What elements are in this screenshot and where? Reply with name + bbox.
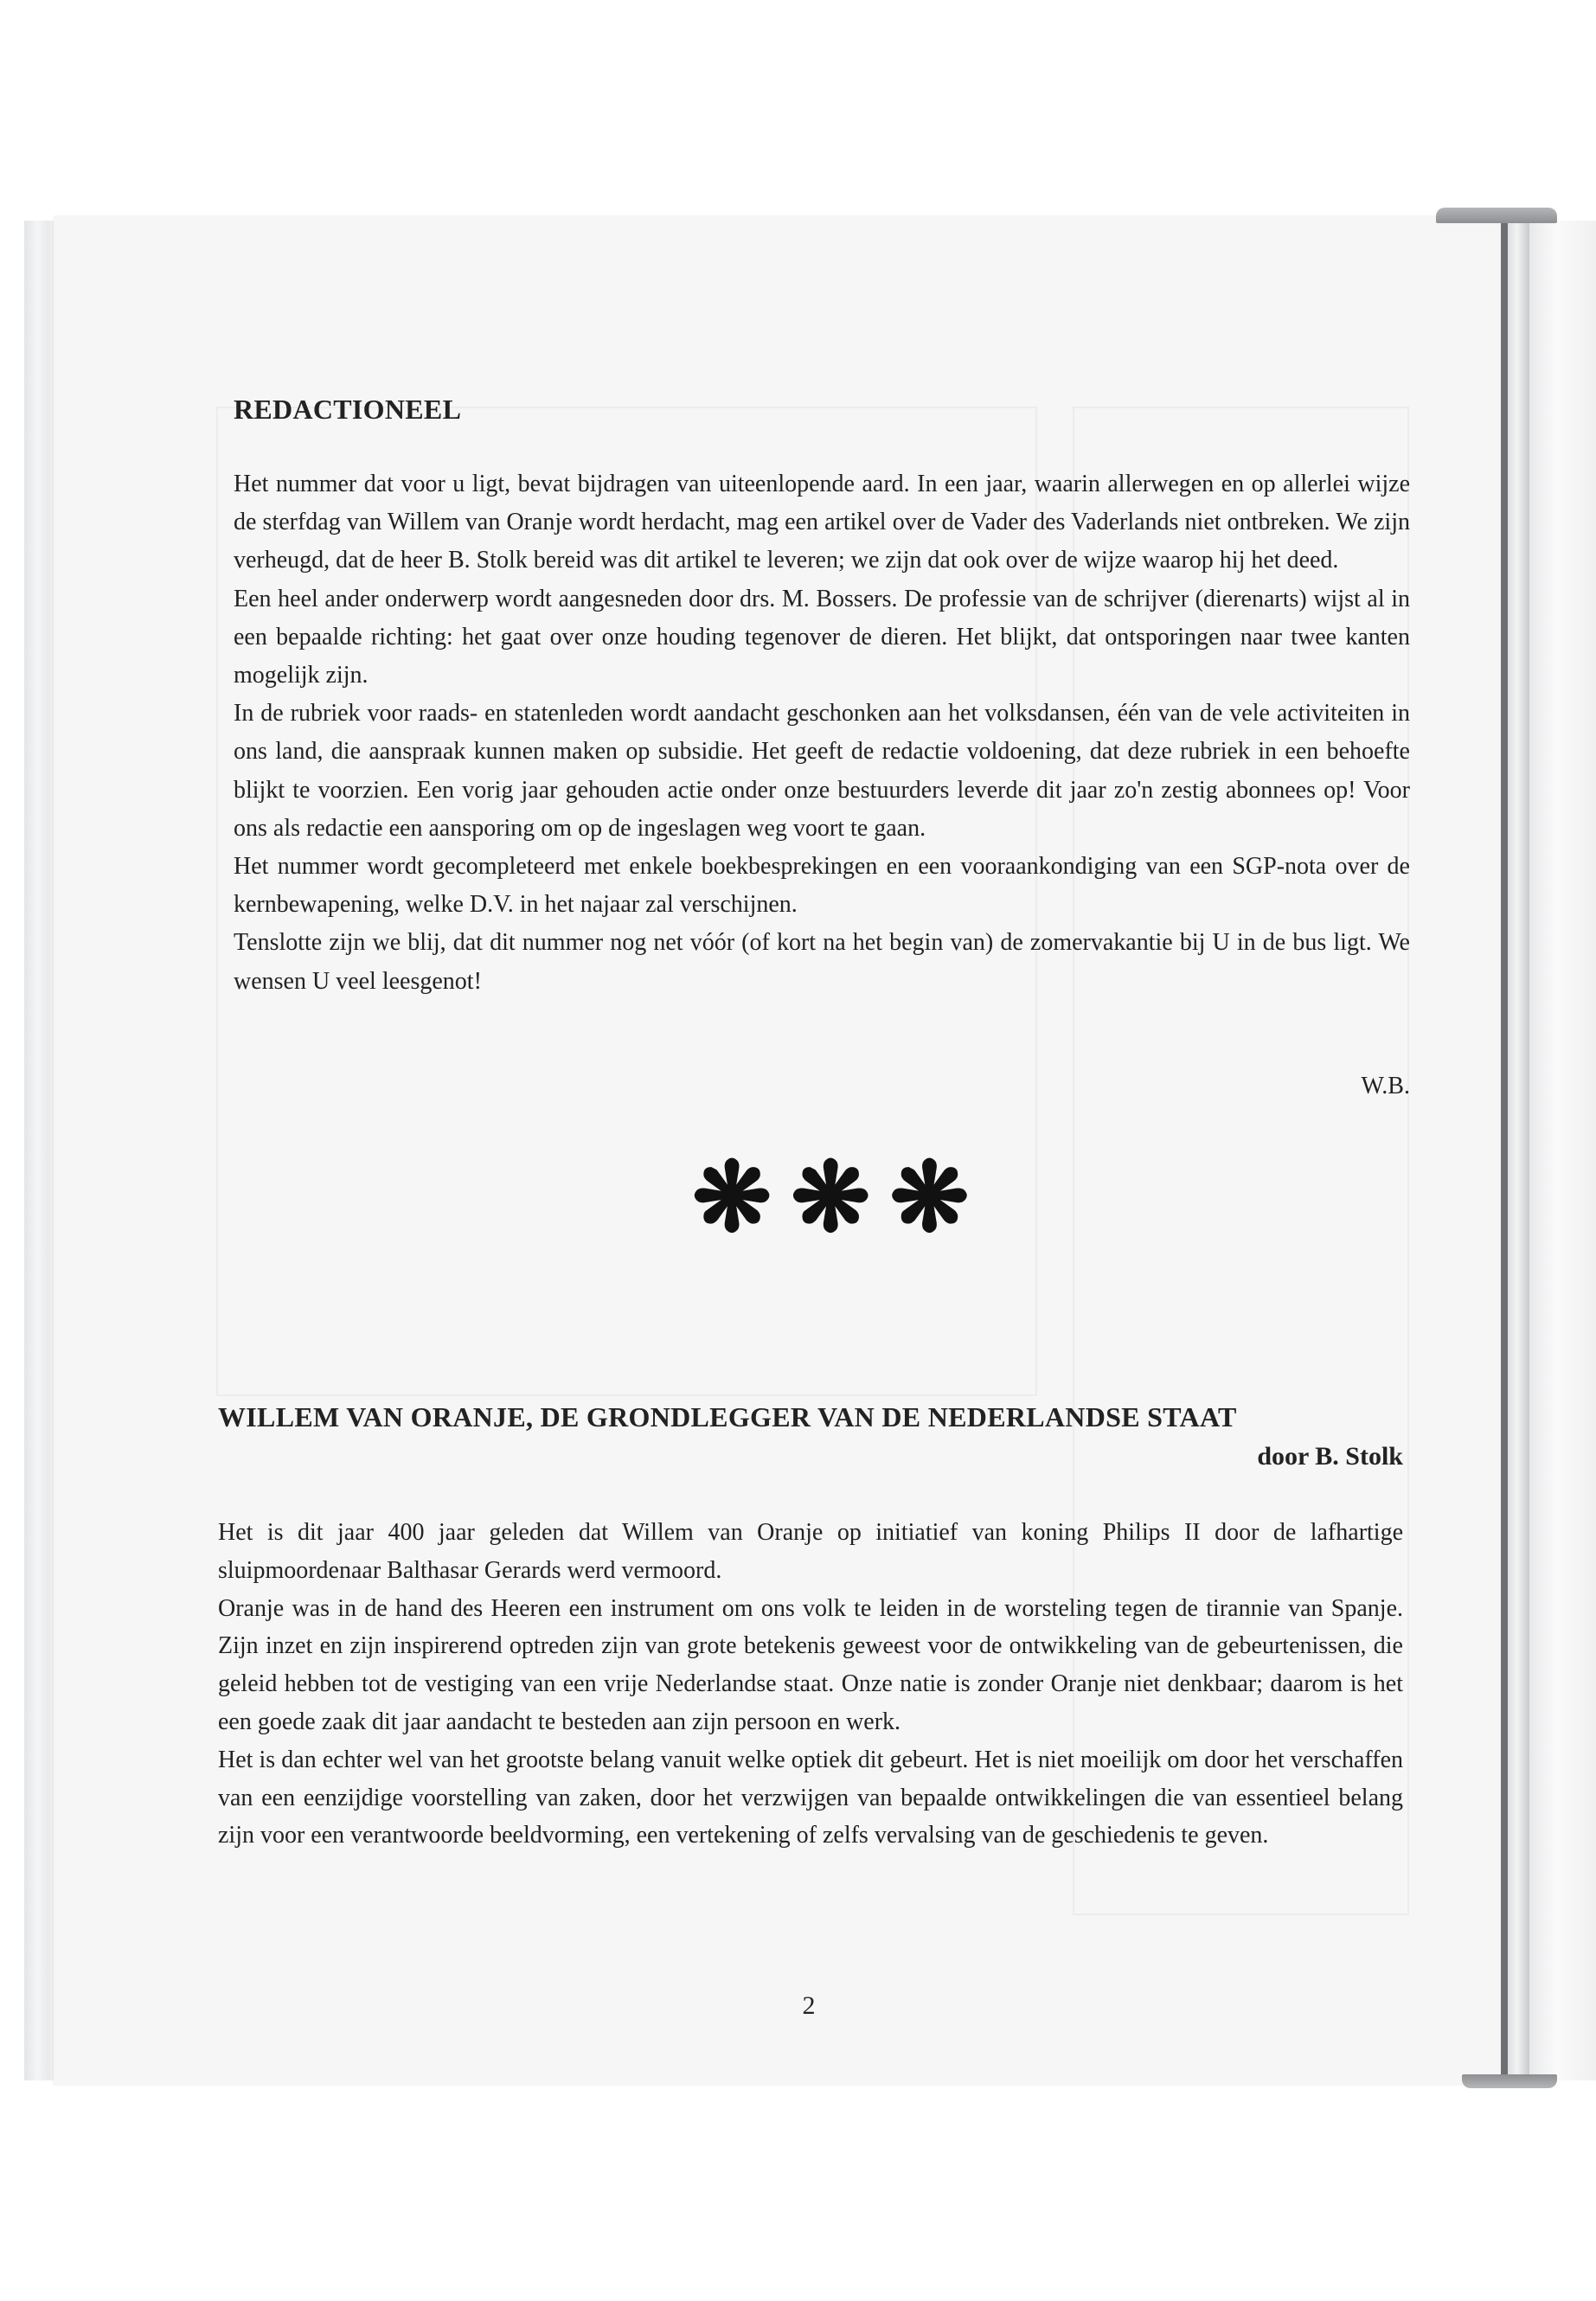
book-spine-strip — [1505, 221, 1529, 2085]
editorial-body — [234, 465, 1410, 1001]
book-spine-shadow — [1501, 221, 1508, 2085]
article-paragraph: Het is dan echter wel van het grootste belang vanuit welke optiek dit gebeurt. Het is niet moeilijk om door het verschaffen van een eenzijdige voorstelling van zaken, door het verzwijgen van bepaalde ontwikkelingen die van essentieel belang zijn voor een verantwoorde beeldvorming, een vertekening of zelfs vervalsing van de geschiedenis te geven. — [218, 1746, 1403, 1849]
article-byline: door B. Stolk — [1257, 1442, 1403, 1471]
editorial-paragraph: Een heel ander onderwerp wordt aangesneden door drs. M. Bossers. De professie van de schrijver (dierenarts) wijst al in een bepaalde richting: het gaat over onze houding tegenover de dieren. Het blijkt, dat ontsporingen naar twee kanten mogelijk zijn. — [234, 585, 1410, 689]
article-paragraph: Oranje was in de hand des Heeren een instrument om ons volk te leiden in de worsteling tegen de tirannie van Spanje. Zijn inzet en zijn inspirerend optreden zijn van grote betekenis geweest voor de ontwikkeling van de gebeurtenissen, die geleid hebben tot de vestiging van een vrije Nederlandse staat. Onze natie is zonder Oranje niet denkbaar; daarom is het een goede zaak dit jaar aandacht te besteden aan zijn persoon en werk. — [218, 1594, 1403, 1735]
asterism-separator: ❋❋❋ — [692, 1145, 989, 1251]
editorial-paragraph: In de rubriek voor raads- en statenleden wordt aandacht geschonken aan het volksdansen, één van de vele activiteiten in ons land, die aanspraak kunnen maken op subsidie. Het geeft de redactie voldoening, dat deze rubriek in een behoefte blijkt te voorzien. Een vorig jaar gehouden actie onder onze bestuurders leverde dit jaar zo'n zestig abonnees op! Voor ons als redactie een aansporing om op de ingeslagen weg voort te gaan. — [234, 700, 1410, 842]
article-body — [218, 1514, 1403, 1855]
editorial-paragraph: Tenslotte zijn we blij, dat dit nummer nog net vóór (of kort na het begin van) de zomervakantie bij U in de bus ligt. We wensen U veel leesgenot! — [234, 929, 1410, 995]
binding-band-top — [1436, 208, 1557, 223]
editorial-paragraph: Het nummer dat voor u ligt, bevat bijdragen van uiteenlopende aard. In een jaar, waarin allerwegen en op allerlei wijze de sterfdag van Willem van Oranje wordt herdacht, mag een artikel over de Vader des Vaderlands niet ontbreken. We zijn verheugd, dat de heer B. Stolk bereid was dit artikel te leveren; we zijn dat ook over de wijze waarop hij het deed. — [234, 471, 1410, 574]
article-paragraph: Het is dit jaar 400 jaar geleden dat Willem van Oranje op initiatief van koning Philips II door de lafhartige sluipmoordenaar Balthasar Gerards werd vermoord. — [218, 1519, 1403, 1584]
page-number: 2 — [802, 1991, 816, 2020]
editorial-paragraph — [234, 848, 1410, 924]
binding-band-bottom — [1462, 2074, 1557, 2088]
editorial-title: REDACTIONEEL — [234, 394, 462, 425]
book-back-cover — [1529, 221, 1596, 2080]
article-title: WILLEM VAN ORANJE, DE GRONDLEGGER VAN DE NEDERLANDSE STAAT — [218, 1401, 1237, 1433]
editorial-signature: W.B. — [1361, 1073, 1410, 1099]
editorial-paragraph-text: Het nummer wordt gecompleteerd met enkele boekbesprekingen en een vooraankondiging van een SGP-nota over de kernbewapening, welke D.V. in het najaar zal verschijnen. — [234, 853, 1410, 919]
